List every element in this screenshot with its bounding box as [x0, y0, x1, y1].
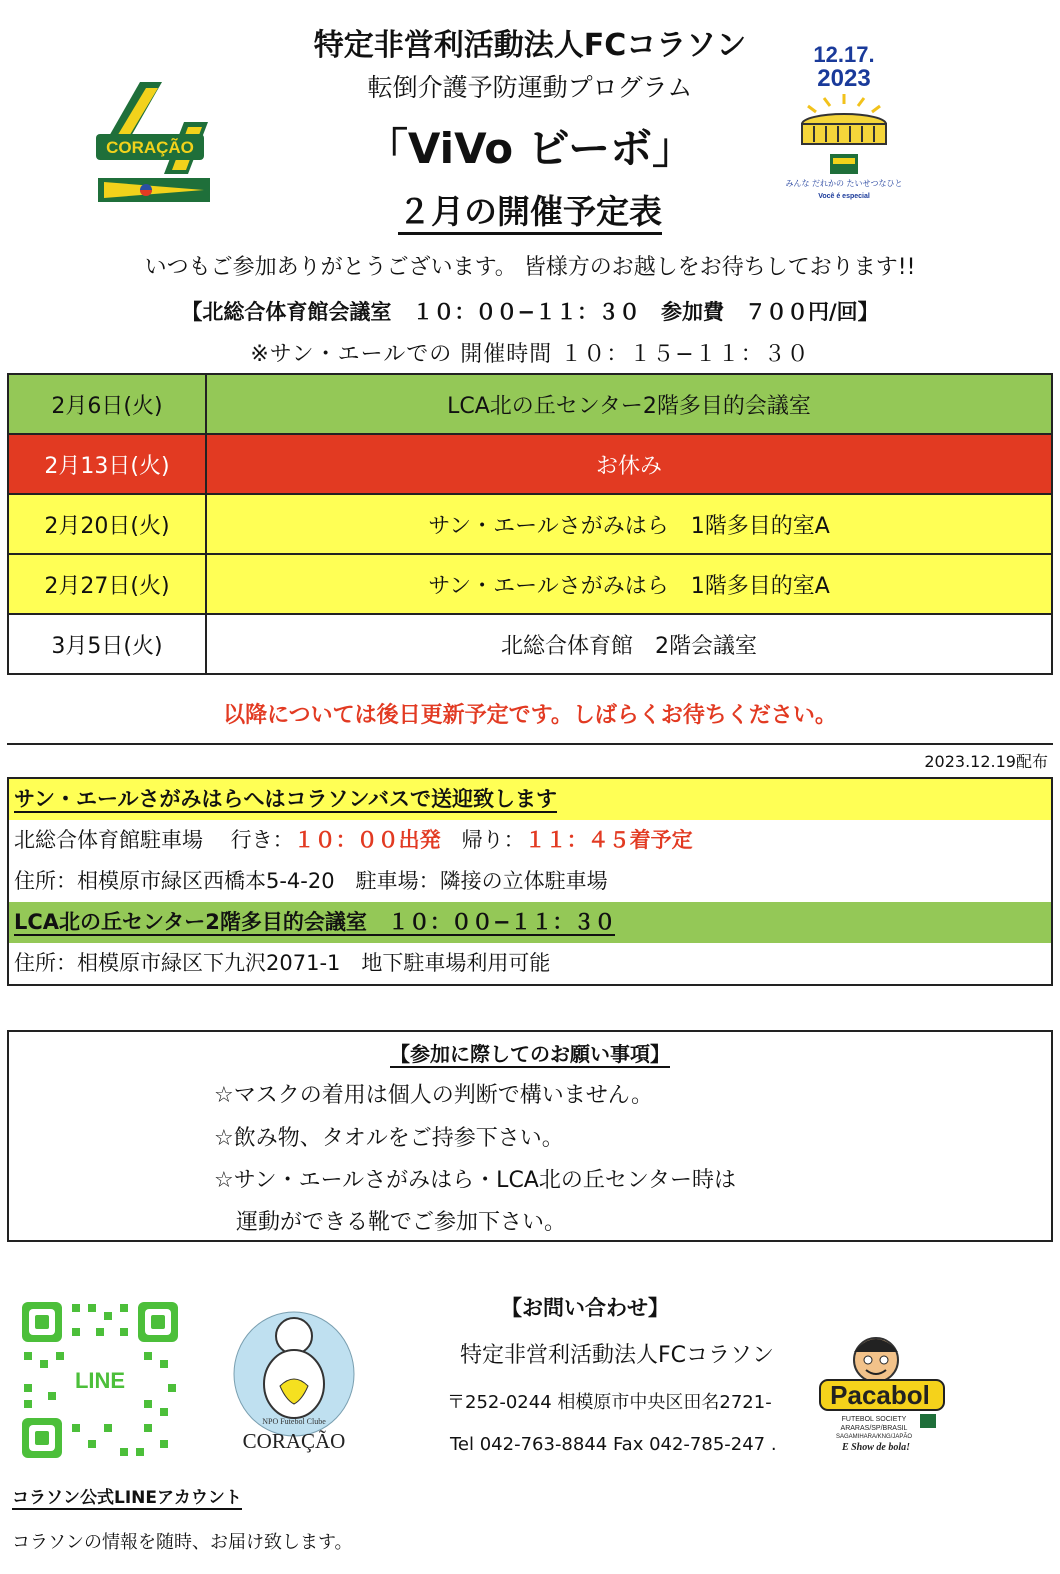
organization-title: 特定非営利活動法人FCコラソン	[313, 28, 747, 63]
coracao-mascot-logo	[228, 1302, 360, 1466]
venue-fee-info: 【北総合体育館会議室 １０：００−１１：３０ 参加費 ７００円/回】	[181, 300, 879, 324]
svg-text:NPO Futebol Clube: NPO Futebol Clube	[262, 1417, 326, 1426]
schedule-date: 2月27日(火)	[8, 554, 206, 614]
lca-title-row	[9, 902, 1051, 943]
address-row: 住所：相模原市緑区西橋本5-4-20 駐車場：隣接の立体駐車場	[14, 869, 608, 893]
return-time: １１：４５着予定	[524, 828, 693, 852]
schedule-row	[8, 554, 1052, 614]
schedule-table	[7, 373, 1053, 675]
lca-title: LCA北の丘センター2階多目的会議室 １０：００−１１：３０	[14, 910, 616, 934]
schedule-row	[8, 614, 1052, 674]
line-qr-code[interactable]	[22, 1302, 178, 1462]
svg-text:みんな だれかの たいせつなひと: みんな だれかの たいせつなひと	[785, 179, 903, 188]
bus-title-row	[9, 779, 1051, 820]
later-update-note: 以降については後日更新予定です。しばらくお待ちください。	[223, 703, 837, 728]
svg-text:LINE: LINE	[74, 1368, 126, 1393]
contact-phone-fax: Tel 042-763-8844 Fax 042-785-247 .	[450, 1434, 777, 1455]
divider	[7, 743, 1053, 745]
svg-text:Você é especial: Você é especial	[818, 193, 870, 200]
schedule-venue: LCA北の丘センター2階多目的会議室	[206, 374, 1052, 434]
svg-text:Pacabol: Pacabol	[830, 1380, 930, 1410]
parking-label: 北総合体育館駐車場 行き：	[14, 828, 294, 852]
schedule-row	[8, 434, 1052, 494]
svg-text:12.17.: 12.17.	[813, 42, 875, 67]
transport-info-box	[7, 777, 1053, 986]
line-account-label[interactable]: コラソン公式LINEアカウント	[12, 1483, 242, 1510]
line-info-text: コラソンの情報を随時、お届け致します。	[12, 1532, 353, 1553]
contact-address: 〒252-0244 相模原市中央区田名2721-	[447, 1392, 772, 1413]
svg-text:E Show de bola!: E Show de bola!	[841, 1442, 911, 1453]
svg-text:2023: 2023	[817, 65, 871, 92]
sun-ale-time-note: ※サン・エールでの 開催時間 １０：１５−１１：３０	[250, 342, 810, 367]
requests-box	[7, 1030, 1053, 1242]
schedule-row	[8, 494, 1052, 554]
program-name: 「ViVo ビーボ」	[365, 124, 695, 173]
request-item: ☆飲み物、タオルをご持参下さい。	[214, 1126, 564, 1151]
svg-text:CORAÇÃO: CORAÇÃO	[106, 138, 194, 157]
svg-text:SAGAMIHARA/KNG/JAPÃO: SAGAMIHARA/KNG/JAPÃO	[835, 1434, 913, 1440]
schedule-title: ２月の開催予定表	[0, 186, 1060, 233]
greeting-text: いつもご参加ありがとうございます。 皆様方のお越しをお待ちしております!!	[144, 255, 916, 280]
schedule-venue: サン・エールさがみはら 1階多目的室A	[206, 554, 1052, 614]
svg-text:CORAÇÃO: CORAÇÃO	[242, 1429, 346, 1453]
contact-title: 【お問い合わせ】	[501, 1296, 669, 1320]
svg-text:FUTEBOL SOCIETY: FUTEBOL SOCIETY	[841, 1416, 907, 1423]
return-label: 帰り：	[440, 828, 525, 852]
schedule-row	[8, 374, 1052, 434]
svg-text:ARARAS/SP/BRASIL: ARARAS/SP/BRASIL	[840, 1425, 908, 1432]
requests-title: 【参加に際してのお願い事項】	[390, 1042, 670, 1066]
distribution-date: 2023.12.19配布	[924, 752, 1048, 771]
schedule-date: 3月5日(火)	[8, 614, 206, 674]
schedule-venue: 北総合体育館 2階会議室	[206, 614, 1052, 674]
schedule-date: 2月13日(火)	[8, 434, 206, 494]
event-anniversary-logo	[784, 42, 904, 216]
request-item: ☆マスクの着用は個人の判断で構いません。	[214, 1083, 654, 1108]
schedule-date: 2月20日(火)	[8, 494, 206, 554]
request-item: ☆サン・エールさがみはら・LCA北の丘センター時は	[214, 1168, 736, 1193]
depart-time: １０：００出発	[293, 828, 441, 852]
address-row: 住所：相模原市緑区下九沢2071-1 地下駐車場利用可能	[14, 951, 551, 975]
contact-organization: 特定非営利活動法人FCコラソン	[460, 1343, 775, 1368]
bus-times-row	[9, 820, 1051, 861]
program-subtitle: 転倒介護予防運動プログラム	[367, 73, 693, 102]
schedule-venue: サン・エールさがみはら 1階多目的室A	[206, 494, 1052, 554]
schedule-venue: お休み	[206, 434, 1052, 494]
schedule-date: 2月6日(火)	[8, 374, 206, 434]
pacabol-logo	[814, 1330, 954, 1464]
request-item: 運動ができる靴でご参加下さい。	[214, 1210, 567, 1235]
bus-title: サン・エールさがみはらへはコラソンバスで送迎致します	[14, 787, 558, 811]
coracao-logo	[88, 82, 228, 216]
